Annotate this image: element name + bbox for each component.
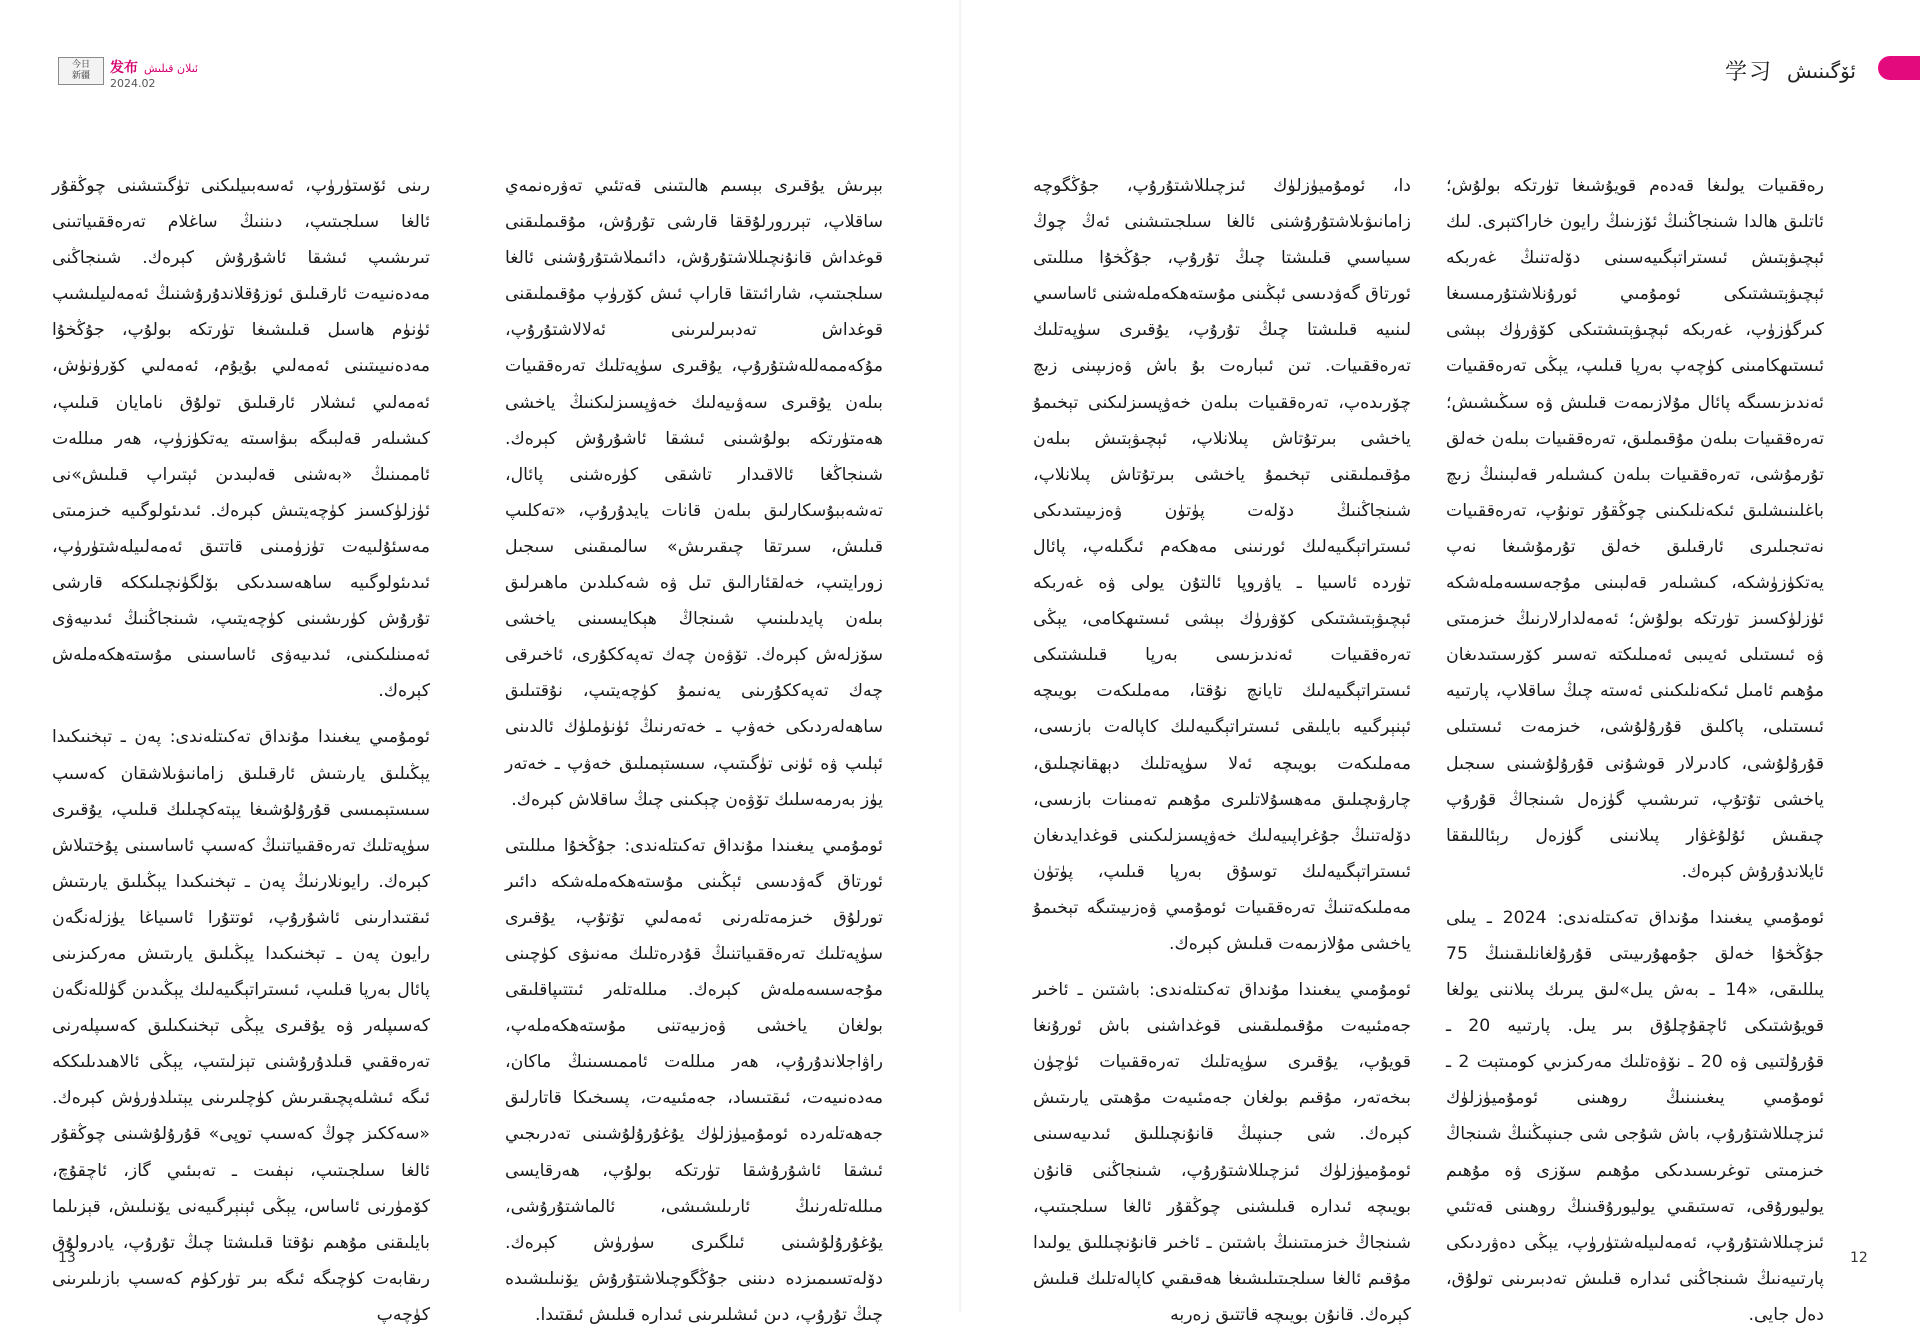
right-page bbox=[960, 0, 1920, 1325]
text-column-3 bbox=[505, 168, 883, 1325]
paragraph: رەققىيات يولىغا قەدەم قويۇشىغا تۈرتكە بولۇش؛ ئاتلىق ھالدا شىنجاڭنىڭ ئۆزىنىڭ رايون خاراكتېرى. لىك ئېچىۋېتىش ئىستراتېگىيەسىنى دۆلەتنىڭ غەربكە ئېچىۋېتىشتىكى ئومۇمىي ئورۇنلاشتۇرمىسىغا كىرگۈزۈپ، غەربكە ئېچىۋېتىشتىكى كۆۋرۈك بېشى ئىستىھكامىنى كۈچەپ بەرپا قىلىپ، يېڭى تەرەققىيات ئەندىزىسىگە پائال مۇلازىمەت قىلىش ۋە سىڭىشىش؛ تەرەققىيات بىلەن مۇقىملىق، تەرەققىيات بىلەن خەلق تۇرمۇشى، تەرەققىيات بىلەن كىشىلەر قەلبىنىڭ زىچ باغلىنىشلىق ئىكەنلىكىنى چوڭقۇر تونۇپ، تەرەققىيات نەتىجىلىرى ئارقىلىق خەلق تۇرمۇشىغا نەپ يەتكۈزۈشكە، كىشىلەر قەلبىنى مۇجەسسەملەشكە ئۈزلۈكسىز تۈرتكە بولۇش؛ ئەمەلدارلارنىڭ خىزمىتى ۋە ئىستىلى ئەيىبى ئەمىلىكتە تەسىر كۆرسىتىدىغان مۇھىم ئامىل ئىكەنلىكىنى ئەستە چىڭ ساقلاپ، پارتىيە ئىستىلى، پاكلىق قۇرۇلۇشى، خىزمەت ئىستىلى قۇرۇلۇشى، كادىرلار قوشۇنى قۇرۇلۇشىنى سىجىل ياخشى تۇتۇپ، تىرىشىپ گۈزەل شىنجاڭ قۇرۇپ چىقىش ئۇلۇغۋار پىلانىنى گۈزەل رېئاللىققا ئايلاندۇرۇش كېرەك. bbox=[1446, 176, 1824, 882]
paragraph: ئومۇمىي يىغىندا مۇنداق تەكىتلەندى: 2024 ـ يىلى جۇڭخۇا خەلق جۇمھۇرىيىتى قۇرۇلغانلىقىنىڭ 75 يىللىقى، «14 ـ بەش يىل»لىق يىرىك پىلاننى يولغا قويۇشتىكى ئاچقۇچلۇق بىر يىل. پارتىيە 20 ـ قۇرۇلتىيى ۋە 20 ـ نۆۋەتلىك مەركىزىي كومىتېت 2 ـ ئومۇمىي يىغىنىنىڭ روھىنى ئومۇميۈزلۈك ئىزچىللاشتۇرۇپ، باش شۇجى شى جىنپىڭنىڭ شىنجاڭ خىزمىتى توغرىسىدىكى مۇھىم سۆزى ۋە مۇھىم يوليورۇقى، تەستىقىي يوليورۇقىنىڭ روھىنى قەتئىي ئىزچىللاشتۇرۇپ، ئەمەلىيلەشتۈرۈپ، يېڭى دەۋردىكى پارتىيەنىڭ شىنجاڭنى ئىدارە قىلىش تەدبىرىنى تولۇق، دەل جايى. bbox=[1446, 907, 1825, 1325]
paragraph: دا، ئومۇميۈزلۈك ئىزچىللاشتۇرۇپ، جۇڭگوچە زامانىۋىلاشتۇرۇشنى ئالغا سىلجىتىشنى ئەڭ چوڭ سىياسىي قىلىشتا چىڭ تۇرۇپ، جۇڭخۇا مىللىتى ئورتاق گەۋدىسى ئېڭىنى مۇستەھكەملەشنى ئاساسىي لىنىيە قىلىشتا چىڭ تۇرۇپ، يۇقىرى سۈپەتلىك تەرەققىيات. تىن ئىبارەت بۇ باش ۋەزىپىنى زىچ چۆرىدەپ، تەرەققىيات بىلەن خەۋپسىزلىكنى تېخىمۇ ياخشى بىرتۇتاش پىلانلاپ، ئېچىۋېتىش بىلەن مۇقىملىقنى تېخىمۇ ياخشى بىرتۇتاش پىلانلاپ، شىنجاڭنىڭ دۆلەت پۈتۈن ۋەزىيىتىدىكى ئىستراتېگىيەلىك ئورنىنى مەھكەم ئىگىلەپ، پائال تۈردە ئاسىيا ـ ياۋروپا ئالتۇن يولى ۋە غەربكە ئېچىۋېتىشتىكى كۆۋرۈك بېشى ئىستىھكامى، يېڭى تەرەققىيات ئەندىزىسى بەرپا قىلىشتىكى ئىستراتېگىيەلىك تايانچ نۇقتا، مەملىكەت بويىچە ئېنېرگىيە بايلىقى ئىستراتېگىيەلىك كاپالەت بازىسى، مەملىكەت بويىچە ئەلا سۈپەتلىك دېھقانچىلىق، چارۋىچىلىق مەھسۇلاتلىرى مۇھىم تەمىنات بازىسى، دۆلەتنىڭ جۇغراپىيەلىك خەۋپسىزلىكىنى قوغدايدىغان ئىستراتېگىيەلىك توسۇق بەرپا قىلىپ، پۈتۈن مەملىكەتنىڭ تەرەققىيات ئومۇمىي ۋەزىيىتىگە تېخىمۇ ياخشى مۇلازىمەت قىلىش كېرەك. bbox=[1033, 176, 1411, 954]
logo-line-2: 新疆 bbox=[71, 71, 90, 81]
text-column-2 bbox=[1033, 168, 1411, 1325]
text-column-4 bbox=[52, 168, 430, 1325]
paragraph: ئومۇمىي يىغىندا مۇنداق تەكىتلەندى: پەن ـ تېخنىكىدا يېڭىلىق يارىتىش ئارقىلىق زامانىۋىلاشقان كەسىپ سىستېمىسى قۇرۇلۇشىغا يېتەكچىلىك قىلىپ، يۇقىرى سۈپەتلىك تەرەققىياتنىڭ كەسىپ ئاساسىنى پۇختىلاش كېرەك. رايونلارنىڭ پەن ـ تېخنىكىدا يېڭىلىق يارىتىش ئىقتىدارىنى ئاشۇرۇپ، ئوتتۇرا ئاسىياغا يۈزلەنگەن رايون پەن ـ تېخنىكىدا يېڭىلىق يارىتىش مەركىزىنى پائال بەرپا قىلىپ، ئىستراتېگىيەلىك يېڭىدىن گۈللەنگەن كەسىپلەر ۋە يۇقىرى يېڭى تېخنىكىلىق كەسىپلەرنى تەرەققىي قىلدۇرۇشنى تېزلىتىپ، يېڭى ئالاھىدىلىككە ئىگە ئىشلەپچىقىرىش كۈچلىرىنى يېتىلدۈرۈش كېرەك. «سەككىز چوڭ كەسىپ توپى» قۇرۇلۇشىنى چوڭقۇر ئالغا سىلجىتىپ، نېفىت ـ تەبىئىي گاز، ئاچقۇچ، كۆمۈرنى ئاساس، يېڭى ئېنېرگىيەنى يۆنىلىش، قېزىلما بايلىقنى مۇھىم نۇقتا قىلىشتا چىڭ تۇرۇپ، يادرولۇق رىقابەت كۈچىگە ئىگە بىر تۈركۈم كەسىپ بازىلىرىنى كۈچەپ bbox=[52, 727, 430, 1325]
logo-line-1: 今日 bbox=[71, 60, 90, 70]
paragraph: بېرىش يۇقىرى بېسىم ھالىتىنى قەتئىي تەۋرەنمەي ساقلاپ، تېررورلۇققا قارشى تۇرۇش، مۇقىملىقنى قوغداش قانۇنچىللاشتۇرۇش، دائىملاشتۇرۇشنى ئالغا سىلجىتىپ، شارائىتقا قاراپ ئىش كۆرۈپ مۇقىملىقنى قوغداش تەدبىرلىرىنى ئەلالاشتۇرۇپ، مۇكەممەللەشتۇرۇپ، يۇقىرى سۈپەتلىك تەرەققىيات بىلەن يۇقىرى سەۋىيەلىك خەۋپسىزلىكنىڭ ياخشى ھەمتۈرتكە بولۇشىنى ئىشقا ئاشۇرۇش كېرەك. شىنجاڭغا ئالاقىدار تاشقى كۈرەشنى پائال، تەشەببۇسكارلىق بىلەن قانات يايدۇرۇپ، «تەكلىپ قىلىش، سىرتقا چىقىرىش» سالمىقىنى سىجىل زورايتىپ، خەلقئارالىق تىل ۋە شەكىلدىن ماھىرلىق بىلەن پايدىلىنىپ شىنجاڭ ھېكايىسىنى ياخشى سۆزلەش كېرەك. تۆۋەن چەك تەپەككۇرى، ئاخىرقى چەك تەپەككۇرىنى يەنىمۇ كۈچەيتىپ، نۇقتىلىق ساھەلەردىكى خەۋپ ـ خەتەرنىڭ ئۈنۈملۈك ئالدىنى ئېلىپ ۋە ئۈنى تۈگىتىپ، سىستېمىلىق خەۋپ ـ خەتەر يۈز بەرمەسلىك تۆۋەن چېكىنى چىڭ ساقلاش كېرەك. bbox=[505, 176, 883, 810]
left-page bbox=[0, 0, 960, 1325]
masthead bbox=[58, 57, 198, 90]
section-title-ug: ئۆگىنىش bbox=[1786, 58, 1856, 83]
text-column-1 bbox=[1446, 168, 1825, 1325]
publish-label: 发布 bbox=[110, 60, 138, 76]
masthead-brand bbox=[110, 57, 198, 90]
publication-logo bbox=[58, 57, 104, 85]
page-number-left: 13 bbox=[58, 1250, 76, 1266]
page-number-right: 12 bbox=[1850, 1250, 1868, 1266]
section-accent-tab bbox=[1878, 56, 1920, 80]
issue-date: 2024.02 bbox=[110, 77, 156, 90]
section-title-cn: 学习 bbox=[1724, 60, 1773, 85]
paragraph: رىنى ئۆستۈرۈپ، ئەسەبىيلىكنى تۈگىتىشنى چوڭقۇر ئالغا سىلجىتىپ، دىننىڭ ساغلام تەرەققىياتىنى تىرىشىپ ئىشقا ئاشۇرۇش كېرەك. شىنجاڭنى مەدەنىيەت ئارقىلىق ئوزۇقلاندۇرۇشنىڭ ئەمەلىيلىشىپ ئۈنۈم ھاسىل قىلىشىغا تۈرتكە بولۇپ، جۇڭخۇا مەدەنىيىتىنى ئەمەلىي بۇيۇم، ئەمەلىي كۆرۈنۈش، ئەمەلىي ئىشلار ئارقىلىق تولۇق نامايان قىلىپ، كىشىلەر قەلبىگە بىۋاسىتە يەتكۈزۈپ، ھەر مىللەت ئاممىنىڭ «بەشنى قەلبىدىن ئېتىراپ قىلىش»نى ئۈزلۈكسىز كۈچەيتىش كېرەك. ئىدىئولوگىيە خىزمىتى مەسئۇلىيەت تۈزۈمىنى قاتتىق ئەمەلىيلەشتۈرۈپ، ئىدىئولوگىيە ساھەسىدىكى بۆلگۈنچىلىككە قارشى تۇرۇش كۈرىشىنى كۈچەيتىپ، شىنجاڭنىڭ ئىدىيەۋى ئەمىنلىكىنى، ئىدىيەۋى ئاساسىنى مۇستەھكەملەش كېرەك. bbox=[52, 176, 430, 702]
publication-name: ئىلان قىلىش bbox=[144, 62, 199, 75]
paragraph: ئومۇمىي يىغىندا مۇنداق تەكىتلەندى: باشتىن ـ ئاخىر جەمئىيەت مۇقىملىقىنى قوغداشنى باش ئورۇنغا قويۇپ، يۇقىرى سۈپەتلىك تەرەققىيات ئۈچۈن بىخەتەر، مۇقىم بولغان جەمئىيەت مۇھىتى يارىتىش كېرەك. شى جىنپىڭ قانۇنچىللىق ئىدىيەسىنى ئومۇميۈزلۈك ئىزچىللاشتۇرۇپ، شىنجاڭنى قانۇن بويىچە ئىدارە قىلىشنى چوڭقۇر ئالغا سىلجىتىپ، شىنجاڭ خىزمىتىنىڭ باشتىن ـ ئاخىر قانۇنچىللىق يولىدا مۇقىم ئالغا سىلجىتىلىشىغا ھەقىقىي كاپالەتلىك قىلىش كېرەك. قانۇن بويىچە قاتتىق زەربە bbox=[1033, 980, 1411, 1325]
section-header bbox=[1725, 55, 1856, 86]
paragraph: ئومۇمىي يىغىندا مۇنداق تەكىتلەندى: جۇڭخۇا مىللىتى ئورتاق گەۋدىسى ئېڭىنى مۇستەھكەملەشكە دائىر تورلۇق خىزمەتلەرنى ئەمەلىي تۇتۇپ، يۇقىرى سۈپەتلىك تەرەققىياتنىڭ قۇدرەتلىك مەنىۋى كۈچىنى مۇجەسسەملەش كېرەك. مىللەتلەر ئىتتىپاقلىقى بولغان ياخشى ۋەزىيەتنى مۇستەھكەملەپ، راۋاجلاندۇرۇپ، ھەر مىللەت ئاممىسىنىڭ ماكان، مەدەنىيەت، ئىقتىساد، جەمئىيەت، پسىخىكا قاتارلىق جەھەتلەردە ئومۇميۈزلۈك يۇغۇرۇلۇشىنى تەدرىجىي ئىشقا ئاشۇرۇشقا تۈرتكە بولۇپ، ھەرقايسى مىللەتلەرنىڭ ئارىلىشىشى، ئالماشتۇرۇشى، يۇغۇرۇلۇشىنى ئىلگىرى سۈرۈش كېرەك. دۆلەتسىمىزدە دىننى جۇڭگوچىلاشتۇرۇش يۆنىلىشىدە چىڭ تۇرۇپ، دىن ئىشلىرىنى ئىدارە قىلىش ئىقتىدا. bbox=[505, 835, 883, 1325]
